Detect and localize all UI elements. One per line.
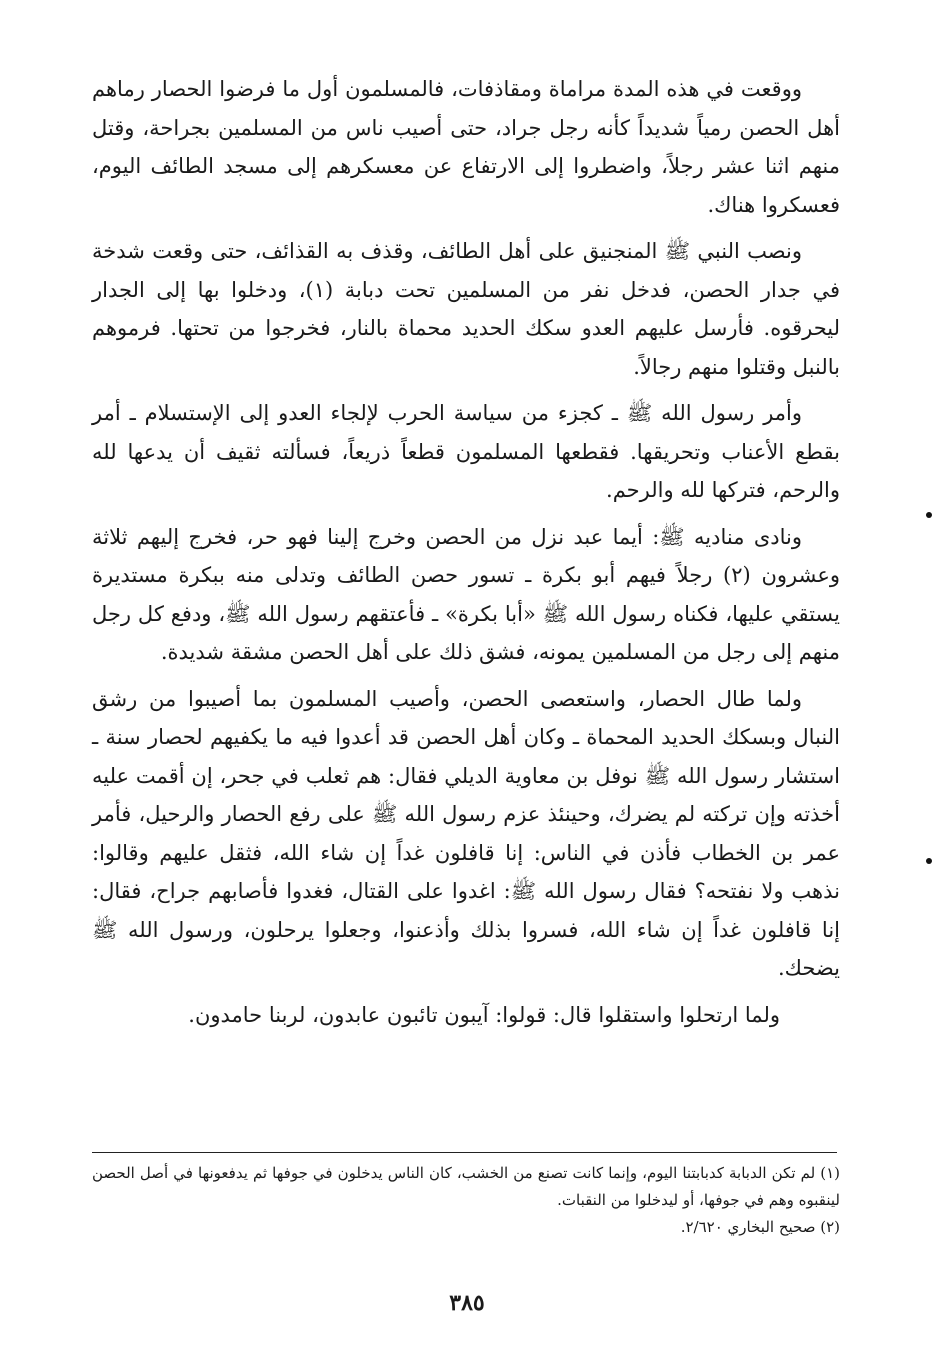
main-text [92, 70, 840, 1042]
paragraph-6: ولما ارتحلوا واستقلوا قال: قولوا: آيبون تائبون عابدون، لربنا حامدون. [188, 1002, 780, 1027]
paragraph-2: ونصب النبي ﷺ المنجنيق على أهل الطائف، وقذف به القذائف، حتى وقعت شدخة في جدار الحصن، فدخل نفر من المسلمين تحت دبابة (١)، ودخلوا بها إلى الجدار ليحرقوه. فأرسل عليهم العدو سكك الحديد محماة بالنار، فخرجوا من تحتها. فرموهم بالنبل وقتلوا منهم رجالاً. [92, 239, 840, 379]
paragraph-1: ووقعت في هذه المدة مراماة ومقاذفات، فالمسلمون أول ما فرضوا الحصار رماهم أهل الحصن رمياً شديداً كأنه رجل جراد، حتى أصيب ناس من المسلمين بجراحة، وقتل منهم اثنا عشر رجلاً، واضطروا إلى الارتفاع عن معسكرهم إلى مسجد الطائف اليوم، فعسكروا هناك. [92, 77, 840, 217]
paragraph-4: ونادى مناديه ﷺ: أيما عبد نزل من الحصن وخرج إلينا فهو حر، فخرج إليهم ثلاثة وعشرون (٢) رجلاً فيهم أبو بكرة ـ تسور حصن الطائف وتدلى منه ببكرة مستديرة يستقي عليها، فكناه رسول الله ﷺ «أبا بكرة» ـ فأعتقهم رسول الله ﷺ، ودفع كل رجل منهم إلى رجل من المسلمين يمونه، فشق ذلك على أهل الحصن مشقة شديدة. [92, 524, 840, 664]
paragraph-3: وأمر رسول الله ﷺ ـ كجزء من سياسة الحرب لإلجاء العدو إلى الإستسلام ـ أمر بقطع الأعناب وتحريقها. فقطعها المسلمون قطعاً ذريعاً، فسألته ثقيف أن يدعها لله والرحم، فتركها لله والرحم. [92, 401, 840, 502]
footnote-2: (٢) صحيح البخاري ٢/٦٢٠. [680, 1218, 840, 1236]
footnote-divider [92, 1152, 837, 1153]
margin-dot [926, 512, 932, 518]
page-number: ٣٨٥ [449, 1290, 485, 1316]
footnotes [92, 1160, 840, 1241]
paragraph-5: ولما طال الحصار، واستعصى الحصن، وأصيب المسلمون بما أصيبوا من رشق النبال وبسكك الحديد المحماة ـ وكان أهل الحصن قد أعدوا فيه ما يكفيهم لحصار سنة ـ استشار رسول الله ﷺ نوفل بن معاوية الديلي فقال: هم ثعلب في جحر، إن أقمت عليه أخذته وإن تركته لم يضرك، وحينئذ عزم رسول الله ﷺ على رفع الحصار والرحيل، فأمر عمر بن الخطاب فأذن في الناس: إنا قافلون غداً إن شاء الله، فثقل عليهم وقالوا: نذهب ولا نفتحه؟ فقال رسول الله ﷺ: اغدوا على القتال، فغدوا فأصابهم جراح، فقال: إنا قافلون غداً إن شاء الله، فسروا بذلك وأذعنوا، وجعلوا يرحلون، ورسول الله ﷺ يضحك. [92, 686, 840, 980]
margin-dot [926, 858, 932, 864]
footnote-1: (١) لم تكن الدبابة كدبابتنا اليوم، وإنما كانت تصنع من الخشب، كان الناس يدخلون في جوفها ثم يدفعونها في أصل الحصن لينقبوه وهم في جوفها، أو ليدخلوا من النقبات. [92, 1164, 840, 1209]
